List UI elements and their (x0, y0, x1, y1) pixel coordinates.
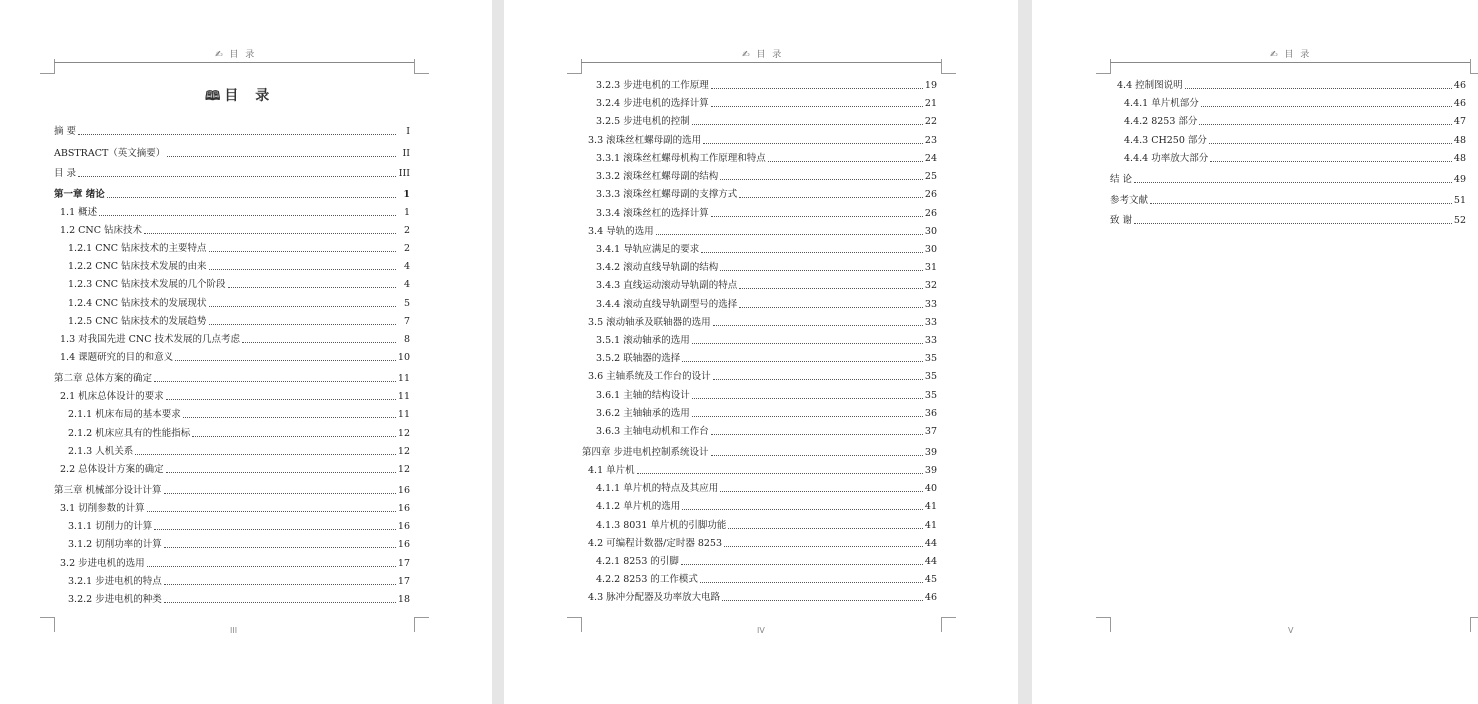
corner-mark (1096, 617, 1111, 632)
toc-entry[interactable] (596, 187, 937, 201)
toc-entry-page: 49 (1453, 174, 1466, 185)
toc-entry-title: 目 录 (54, 168, 77, 179)
toc-entry-title: 摘 要 (54, 126, 77, 137)
toc-entry-page: 17 (397, 576, 410, 587)
toc-leader-dots (164, 492, 396, 494)
corner-mark (567, 59, 582, 74)
toc-entry[interactable] (68, 277, 410, 291)
toc-entry-title: 2.1.3 人机关系 (68, 446, 134, 457)
toc-entry[interactable] (54, 146, 410, 160)
toc-leader-dots (692, 415, 923, 417)
toc-entry-page: 19 (924, 80, 937, 91)
toc-leader-dots (1209, 142, 1452, 144)
page-header (1270, 47, 1311, 60)
toc-entry-page: 35 (924, 390, 937, 401)
corner-mark (941, 617, 956, 632)
toc-entry-page: 33 (924, 317, 937, 328)
toc-entry-title: 1.4 课题研究的目的和意义 (60, 352, 174, 363)
toc-entry-title: 3.4.2 滚动直线导轨副的结构 (596, 262, 719, 273)
toc-entry-title: 3.3.3 滚珠丝杠螺母副的支撑方式 (596, 189, 738, 200)
header-sign-icon: ✍ (215, 50, 225, 60)
toc-entry-title: 3.3.2 滚珠丝杠螺母副的结构 (596, 171, 719, 182)
corner-mark (40, 617, 55, 632)
toc-entry[interactable] (68, 241, 410, 255)
toc-leader-dots (711, 215, 923, 217)
toc-entry[interactable] (596, 242, 937, 256)
toc-entry[interactable] (582, 445, 937, 459)
toc-entry[interactable] (588, 369, 937, 383)
corner-mark (414, 617, 429, 632)
toc-entry-page: 52 (1453, 215, 1466, 226)
toc-entry[interactable] (588, 133, 937, 147)
toc-entry-title: 第二章 总体方案的确定 (54, 373, 153, 384)
toc-entry-page: 51 (1453, 195, 1466, 206)
toc-entry-page: 16 (397, 485, 410, 496)
toc-leader-dots (164, 601, 396, 603)
toc-entry[interactable] (588, 590, 937, 604)
toc-entry-title: 1.2.4 CNC 钻床技术的发展现状 (68, 298, 207, 309)
document-page-2 (504, 0, 1018, 704)
toc-entry-page: 33 (924, 299, 937, 310)
toc-entry[interactable] (596, 169, 937, 183)
toc-entry-title: 4.1.2 单片机的选用 (596, 501, 681, 512)
toc-leader-dots (209, 323, 396, 325)
toc-entry-title: 4.4.2 8253 部分 (1124, 116, 1198, 127)
toc-entry[interactable] (596, 151, 937, 165)
toc-entry-page: 46 (1453, 80, 1466, 91)
toc-entry-title: 4.4.1 单片机部分 (1124, 98, 1199, 109)
toc-entry-title: 4.1 单片机 (588, 465, 635, 476)
toc-entry[interactable] (596, 481, 937, 495)
toc-entry[interactable] (588, 536, 937, 550)
toc-leader-dots (692, 123, 923, 125)
toc-leader-dots (700, 581, 923, 583)
toc-leader-dots (720, 490, 923, 492)
toc-leader-dots (739, 287, 923, 289)
toc-leader-dots (107, 196, 396, 198)
toc-entry-page: 24 (924, 153, 937, 164)
toc-leader-dots (135, 453, 396, 455)
toc-entry-page: 5 (403, 298, 410, 309)
toc-leader-dots (1199, 123, 1452, 125)
toc-leader-dots (154, 380, 396, 382)
toc-entry-title: 3.3.1 滚珠丝杠螺母机构工作原理和特点 (596, 153, 766, 164)
toc-entry-page: 30 (924, 244, 937, 255)
toc-entry[interactable] (60, 350, 410, 364)
header-label: 目 录 (229, 50, 257, 60)
toc-entry[interactable] (588, 224, 937, 238)
toc-entry-title: 3.1.1 切削力的计算 (68, 521, 153, 532)
toc-entry-title: 3.2.3 步进电机的工作原理 (596, 80, 709, 91)
toc-entry-title: 1.2.5 CNC 钻床技术的发展趋势 (68, 316, 207, 327)
toc-entry-title: 1.3 对我国先进 CNC 技术发展的几点考虑 (60, 334, 241, 345)
toc-leader-dots (1201, 105, 1452, 107)
toc-entry[interactable] (596, 351, 937, 365)
toc-entry-title: 3.2.5 步进电机的控制 (596, 116, 690, 127)
toc-leader-dots (713, 378, 923, 380)
header-sign-icon: ✍ (742, 50, 752, 60)
toc-entry-page: 45 (924, 574, 937, 585)
toc-entry[interactable] (596, 333, 937, 347)
toc-leader-dots (711, 454, 923, 456)
toc-entry-page: 31 (924, 262, 937, 273)
header-label: 目 录 (1284, 50, 1312, 60)
toc-entry[interactable] (68, 519, 410, 533)
toc-entry-title: 3.1.2 切削功率的计算 (68, 539, 162, 550)
toc-entry[interactable] (596, 388, 937, 402)
toc-entry[interactable] (54, 371, 410, 385)
toc-title (205, 85, 275, 109)
toc-entry-page: 46 (924, 592, 937, 603)
header-rule (581, 62, 941, 63)
toc-entry[interactable] (68, 444, 410, 458)
toc-leader-dots (209, 305, 396, 307)
toc-entry-title: 4.2.2 8253 的工作模式 (596, 574, 698, 585)
toc-entry-title: 4.3 脉冲分配器及功率放大电路 (588, 592, 721, 603)
toc-entry-title: 1.2.3 CNC 钻床技术发展的几个阶段 (68, 279, 226, 290)
toc-entry-page: 41 (924, 501, 937, 512)
toc-leader-dots (703, 142, 923, 144)
toc-leader-dots (722, 599, 923, 601)
toc-leader-dots (175, 359, 396, 361)
toc-entry-page: 4 (403, 279, 410, 290)
toc-leader-dots (692, 397, 923, 399)
corner-mark (40, 59, 55, 74)
header-rule (54, 62, 414, 63)
toc-entry-page: 7 (403, 316, 410, 327)
toc-entry-page: 47 (1453, 116, 1466, 127)
toc-entry[interactable] (68, 314, 410, 328)
toc-entry-page: 2 (403, 243, 410, 254)
toc-entry-page: 40 (924, 483, 937, 494)
toc-leader-dots (1134, 181, 1452, 183)
corner-mark (1096, 59, 1111, 74)
toc-entry-title: 3.5.1 滚动轴承的选用 (596, 335, 690, 346)
toc-entry-title: 3.1 切削参数的计算 (60, 503, 145, 514)
toc-entry[interactable] (596, 78, 937, 92)
page-number: III (230, 626, 238, 635)
toc-entry-title: 4.2.1 8253 的引脚 (596, 556, 679, 567)
toc-entry-page: 37 (924, 426, 937, 437)
toc-entry-title: 参考文献 (1110, 195, 1149, 206)
page-number: IV (757, 626, 765, 635)
toc-entry[interactable] (596, 424, 937, 438)
toc-entry-title: 2.2 总体设计方案的确定 (60, 464, 164, 475)
toc-entry-title: 3.6.1 主轴的结构设计 (596, 390, 690, 401)
toc-entry-page: 44 (924, 538, 937, 549)
toc-entry-title: 2.1 机床总体设计的要求 (60, 391, 164, 402)
toc-entry[interactable] (1124, 96, 1466, 110)
toc-entry[interactable] (1124, 151, 1466, 165)
toc-entry-title: 3.6.2 主轴轴承的选用 (596, 408, 690, 419)
toc-leader-dots (724, 545, 923, 547)
toc-entry-title: 3.2.1 步进电机的特点 (68, 576, 162, 587)
toc-leader-dots (682, 360, 923, 362)
toc-entry-page: 12 (397, 464, 410, 475)
toc-leader-dots (728, 527, 923, 529)
book-icon: 🕮 (205, 89, 221, 104)
toc-entry-page: 39 (924, 447, 937, 458)
toc-leader-dots (637, 472, 923, 474)
toc-entry-page: 8 (403, 334, 410, 345)
document-page-3 (1032, 0, 1478, 704)
toc-leader-dots (242, 341, 396, 343)
toc-entry[interactable] (1124, 114, 1466, 128)
toc-entry-title: 4.4.3 CH250 部分 (1124, 135, 1207, 146)
toc-entry-title: 1.2.1 CNC 钻床技术的主要特点 (68, 243, 207, 254)
toc-entry[interactable] (54, 187, 410, 201)
toc-entry[interactable] (54, 483, 410, 497)
toc-leader-dots (692, 342, 923, 344)
toc-entry[interactable] (60, 223, 410, 237)
toc-leader-dots (720, 178, 923, 180)
toc-entry[interactable] (596, 96, 937, 110)
corner-mark (414, 59, 429, 74)
toc-entry-title: 3.4.1 导轨应满足的要求 (596, 244, 700, 255)
toc-entry-page: 26 (924, 189, 937, 200)
toc-leader-dots (209, 268, 396, 270)
toc-leader-dots (164, 546, 396, 548)
toc-entry-page: 11 (397, 391, 410, 402)
toc-entry-title: 1.1 概述 (60, 207, 98, 218)
toc-entry[interactable] (596, 499, 937, 513)
toc-entry[interactable] (1117, 78, 1466, 92)
toc-leader-dots (711, 105, 923, 107)
toc-leader-dots (739, 196, 923, 198)
toc-entry-page: II (402, 148, 410, 159)
toc-entry-title: 第三章 机械部分设计计算 (54, 485, 162, 496)
toc-entry-title: 3.5.2 联轴器的选择 (596, 353, 681, 364)
toc-entry-page: 22 (924, 116, 937, 127)
toc-entry-page: 48 (1453, 153, 1466, 164)
toc-entry-page: 1 (403, 189, 410, 200)
toc-entry[interactable] (60, 332, 410, 346)
toc-entry-title: 3.5 滚动轴承及联轴器的选用 (588, 317, 711, 328)
toc-entry-page: 46 (1453, 98, 1466, 109)
toc-entry-title: 结 论 (1110, 174, 1133, 185)
toc-entry-title: 3.4.3 直线运动滚动导轨副的特点 (596, 280, 738, 291)
toc-entry[interactable] (588, 315, 937, 329)
toc-entry-title: 2.1.1 机床布局的基本要求 (68, 409, 181, 420)
toc-entry[interactable] (68, 537, 410, 551)
toc-leader-dots (701, 251, 923, 253)
page-header (215, 47, 256, 60)
page-number: V (1288, 626, 1294, 635)
toc-entry-title: 3.3 滚珠丝杠螺母副的选用 (588, 135, 702, 146)
toc-entry[interactable] (596, 260, 937, 274)
toc-entry[interactable] (596, 297, 937, 311)
toc-entry[interactable] (60, 556, 410, 570)
toc-entry-page: 16 (397, 503, 410, 514)
toc-entry[interactable] (588, 463, 937, 477)
corner-mark (941, 59, 956, 74)
toc-entry-title: 2.1.2 机床应具有的性能指标 (68, 428, 191, 439)
toc-entry[interactable] (596, 206, 937, 220)
header-label: 目 录 (756, 50, 784, 60)
toc-leader-dots (167, 155, 396, 157)
page-header (742, 47, 783, 60)
toc-entry-title: 3.4.4 滚动直线导轨副型号的选择 (596, 299, 738, 310)
toc-entry-page: III (398, 168, 410, 179)
toc-entry[interactable] (54, 166, 410, 180)
toc-entry-page: 39 (924, 465, 937, 476)
toc-entry[interactable] (60, 389, 410, 403)
toc-leader-dots (1150, 202, 1452, 204)
toc-entry-title: 3.2.2 步进电机的种类 (68, 594, 162, 605)
toc-entry[interactable] (1110, 172, 1466, 186)
toc-entry[interactable] (68, 426, 410, 440)
corner-mark (1470, 59, 1478, 74)
toc-leader-dots (147, 510, 396, 512)
toc-leader-dots (164, 583, 396, 585)
toc-entry-page: 30 (924, 226, 937, 237)
toc-entry-page: 35 (924, 371, 937, 382)
toc-entry[interactable] (60, 205, 410, 219)
toc-entry[interactable] (1110, 213, 1466, 227)
toc-entry-page: 44 (924, 556, 937, 567)
toc-entry-title: 3.2.4 步进电机的选择计算 (596, 98, 709, 109)
toc-leader-dots (166, 398, 396, 400)
toc-leader-dots (739, 306, 923, 308)
toc-leader-dots (681, 563, 923, 565)
toc-leader-dots (1210, 160, 1452, 162)
toc-entry-title: 第一章 绪论 (54, 189, 105, 200)
toc-entry-title: 4.4 控制图说明 (1117, 80, 1183, 91)
toc-entry-page: I (406, 126, 410, 137)
toc-entry-page: 12 (397, 428, 410, 439)
toc-entry-title: 1.2.2 CNC 钻床技术发展的由来 (68, 261, 207, 272)
toc-entry-page: 48 (1453, 135, 1466, 146)
toc-leader-dots (78, 133, 396, 135)
toc-entry[interactable] (596, 518, 937, 532)
toc-entry-title: 4.1.3 8031 单片机的引脚功能 (596, 520, 727, 531)
toc-leader-dots (656, 233, 923, 235)
toc-leader-dots (99, 214, 396, 216)
header-rule (1110, 62, 1470, 63)
toc-entry-page: 33 (924, 335, 937, 346)
toc-entry[interactable] (1110, 193, 1466, 207)
toc-entry[interactable] (60, 501, 410, 515)
toc-entry[interactable] (68, 574, 410, 588)
toc-entry-title: 3.3.4 滚珠丝杠的选择计算 (596, 208, 709, 219)
toc-entry-page: 41 (924, 520, 937, 531)
toc-leader-dots (713, 324, 923, 326)
toc-entry[interactable] (60, 462, 410, 476)
toc-title-text: 目 录 (224, 88, 276, 104)
toc-entry-page: 18 (397, 594, 410, 605)
toc-entry-page: 26 (924, 208, 937, 219)
toc-leader-dots (1185, 87, 1452, 89)
toc-leader-dots (711, 87, 923, 89)
toc-entry-page: 35 (924, 353, 937, 364)
toc-entry[interactable] (54, 124, 410, 138)
toc-entry-title: 第四章 步进电机控制系统设计 (582, 447, 709, 458)
toc-leader-dots (209, 250, 396, 252)
toc-entry-page: 23 (924, 135, 937, 146)
toc-leader-dots (1134, 222, 1452, 224)
toc-entry-page: 36 (924, 408, 937, 419)
toc-entry-title: 4.2 可编程计数器/定时器 8253 (588, 538, 723, 549)
corner-mark (1470, 617, 1478, 632)
toc-entry[interactable] (68, 592, 410, 606)
toc-entry[interactable] (596, 406, 937, 420)
toc-entry-title: 3.6.3 主轴电动机和工作台 (596, 426, 709, 437)
toc-entry-page: 32 (924, 280, 937, 291)
toc-entry-page: 1 (403, 207, 410, 218)
toc-leader-dots (720, 269, 923, 271)
toc-entry-page: 16 (397, 521, 410, 532)
toc-entry-page: 10 (397, 352, 410, 363)
toc-entry-page: 16 (397, 539, 410, 550)
toc-entry[interactable] (68, 296, 410, 310)
toc-entry-title: 4.4.4 功率放大部分 (1124, 153, 1209, 164)
toc-leader-dots (147, 565, 396, 567)
toc-entry[interactable] (68, 407, 410, 421)
toc-entry-page: 11 (397, 373, 410, 384)
toc-entry-page: 12 (397, 446, 410, 457)
toc-entry-title: 4.1.1 单片机的特点及其应用 (596, 483, 719, 494)
toc-entry[interactable] (596, 554, 937, 568)
toc-entry-title: 3.4 导轨的选用 (588, 226, 654, 237)
toc-leader-dots (166, 471, 396, 473)
toc-entry[interactable] (1124, 133, 1466, 147)
corner-mark (567, 617, 582, 632)
toc-entry-title: ABSTRACT（英文摘要） (54, 148, 166, 159)
toc-leader-dots (192, 435, 396, 437)
toc-entry-page: 4 (403, 261, 410, 272)
toc-entry[interactable] (596, 114, 937, 128)
toc-entry-page: 17 (397, 558, 410, 569)
toc-entry-page: 25 (924, 171, 937, 182)
toc-leader-dots (154, 528, 396, 530)
toc-entry-page: 2 (403, 225, 410, 236)
toc-leader-dots (183, 416, 396, 418)
toc-leader-dots (682, 508, 923, 510)
toc-leader-dots (711, 433, 923, 435)
toc-leader-dots (768, 160, 923, 162)
toc-entry-title: 致 谢 (1110, 215, 1133, 226)
toc-entry[interactable] (68, 259, 410, 273)
toc-entry-page: 11 (397, 409, 410, 420)
toc-leader-dots (78, 175, 396, 177)
toc-entry-title: 3.2 步进电机的选用 (60, 558, 145, 569)
toc-entry-page: 21 (924, 98, 937, 109)
header-sign-icon: ✍ (1270, 50, 1280, 60)
toc-entry[interactable] (596, 278, 937, 292)
toc-entry[interactable] (596, 572, 937, 586)
toc-entry-title: 1.2 CNC 钻床技术 (60, 225, 142, 236)
toc-leader-dots (228, 286, 396, 288)
document-page-1 (0, 0, 492, 704)
toc-entry-title: 3.6 主轴系统及工作台的设计 (588, 371, 711, 382)
toc-leader-dots (144, 232, 396, 234)
